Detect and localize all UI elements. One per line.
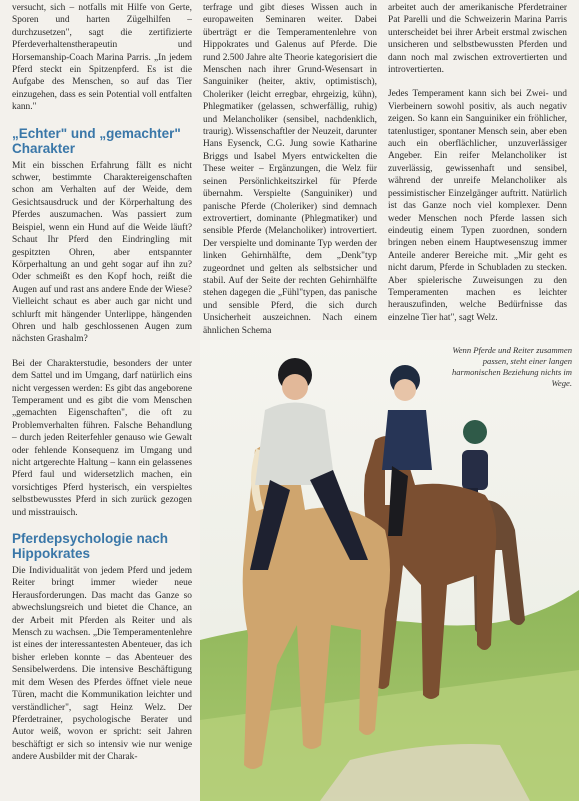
paragraph: Jedes Temperament kann sich bei Zwei- und Vierbeinern sowohl positiv, als auch negativ zeigen. So kann ein Sanguiniker ein fröhlicher, tatenlustiger, spontaner Mensch sein, aber eben auch ein oberflächlicher, unzuverlässiger Angeber. Ein reifer Melancholiker ist zuverlässig, gewissenhaft und sensibel, während der unreife Melancholiker als pessimistischer Einzelgänger auftritt. Natürlich ist das Ganze noch viel komplexer. Denn weder Menschen noch Pferde lassen sich eindeutig einem Typen zuordnen, sondern bringen neben einem Hauptwesenszug immer Anteile anderer Bereiche mit. „Mir geht es nicht darum, Pferde in Schubladen zu stecken. Aber spielerische Zuweisungen zu den Temperamenten machen es leichter herauszufinden, welche Bedürfnisse das einzelne Tier hat", sagt Welz. — [388, 89, 567, 323]
paragraph: Bei der Charakterstudie, besonders der unter dem Sattel und im Umgang, darf natürlich eins nicht vergessen werden: Es gibt das angeborene Temperament und es gibt die vom Menschen „gemachten Eigenschaften", die oft zu Problemverhalten führen. Falsche Behandlung – durch jeden Reiterfehler genauso wie Gewalt oder fehlende Konsequenz im Umgang und nicht artgerechte Haltung – kann ein gelassenes Pferd faul und widersetzlich machen, ein vorsichtiges Pferd hysterisch, ein verspieltes selbstbewusstes Pferd in sich zurück gezogen und misstrauisch. — [12, 358, 192, 518]
paragraph: versucht, sich – notfalls mit Hilfe von Gerte, Sporen und harten Zügelhilfen – durchzusetzen", sagt die zertifizierte Pferdeverhaltenstherapeutin und Horsemanship-Coach Marina Parris. „In jedem Pferd steckt ein Spitzenpferd. Es ist die Aufgabe des Menschen, so auf das Tier einzugehen, dass es sein Potential voll entfalten kann." — [12, 3, 192, 113]
text-column-left — [12, 2, 192, 776]
paragraph: arbeitet auch der amerikanische Pferdetrainer Pat Parelli und die Schweizerin Marina Parris unterscheidet bei ihrer Arbeit erstmal zwischen unsicheren und selbstbewussten Pferden und dann noch mal zwischen extrovertierten und introvertierten. — [388, 3, 567, 76]
riders-illustration — [200, 340, 579, 801]
text-column-middle — [203, 2, 377, 349]
paragraph: terfrage und gibt dieses Wissen auch in europaweiten Seminaren weiter. Dabei überträgt er die Temperamentenlehre von Hippokrates und Galenus auf Pferde. Die rund 2.500 Jahre alte Theorie kategorisiert die Menschen nach ihrer Grund-Wesensart in Sanguiniker (heiter, aktiv, optimistisch), Choleriker (leicht erregbar, ehrgeizig, kühn), Phlegmatiker (gelassen, schwerfällig, ruhig) und Melancholiker (sensibel, nachdenklich, traurig). Wissenschaftler der Neuzeit, darunter Hans Eysenck, C.G. Jung sowie Katharine Briggs und Isabel Myers entwickelten die These weiter – Ergänzungen, die Welz für seinen Persönlichkeitszirkel für Pferde übernahm. Verspielte (Sanguiniker) und panische Pferde (Choleriker) sind demnach extrovertiert, dominante (Phlegmatiker) und sensible Pferde (Melancholiker) introvertiert. Der verspielte und dominante Typ werden der linken Gehirnhälfte, dem „Denk"typ zugeordnet und gelten als selbstsicher und stabil. Auf der Seite der rechten Gehirnhälfte stehen dagegen die „Fühl"typen, das panische und sensible Pferd, die sich durch Unsicherheit auszeichnen. Nach einem ähnlichen Schema — [203, 3, 377, 336]
riders-photo — [200, 340, 579, 801]
paragraph: Die Individualität von jedem Pferd und jedem Reiter bringt immer wieder neue Herausforderungen. Das macht das Ganze so abwechslungsreich und bietet die Chance, an der Arbeit mit Pferden als Reiter und als Mensch zu wachsen. „Die Temperamentenlehre ist eines der interessantesten Abenteuer, das ich bisher erleben konnte – das Abenteuer des Sensibelwerdens. Die intensive Beschäftigung mit dem Wesen des Pferdes öffnet viele neue Türen, macht die Kommunikation leichter und verständlicher", sagt Heinz Welz. Der Pferdetrainer, psychologische Berater und Autor weiß, wovon er spricht: seit Jahren beschäftigt er sich so intensiv wie nur wenige andere Ausbilder mit der Charak- — [12, 566, 192, 763]
section-heading-hippokrates: Pferdepsychologie nach Hippokrates — [12, 531, 169, 562]
section-heading-charakter: „Echter" und „gemachter" Charakter — [12, 125, 181, 156]
text-column-right — [388, 2, 567, 336]
paragraph: Mit ein bisschen Erfahrung fällt es nicht schwer, bestimmte Charaktereigenschaften schon am Verhalten auf der Weide, dem Gesichtsausdruck und der Körperhaltung des Pferdes auszumachen. Was passiert zum Beispiel, wenn ein Hund auf die Weide läuft? Schaut Ihr Pferd den Eindringling mit gespitzten Ohren, aber entspannter Körperhaltung an und geht sogar auf ihn zu? Oder schmeißt es den Kopf hoch, reißt die Augen auf und rast ans andere Ende der Wiese? Vielleicht schaut es aber auch gar nicht und schlurft mit hängender Unterlippe, hängenden Ohren und halb geschlossenen Augen zum nächsten Grashalm? — [12, 160, 192, 345]
photo-caption: Wenn Pferde und Reiter zusammen passen, steht einer langen harmonischen Beziehung nichts im Wege. — [451, 345, 572, 388]
